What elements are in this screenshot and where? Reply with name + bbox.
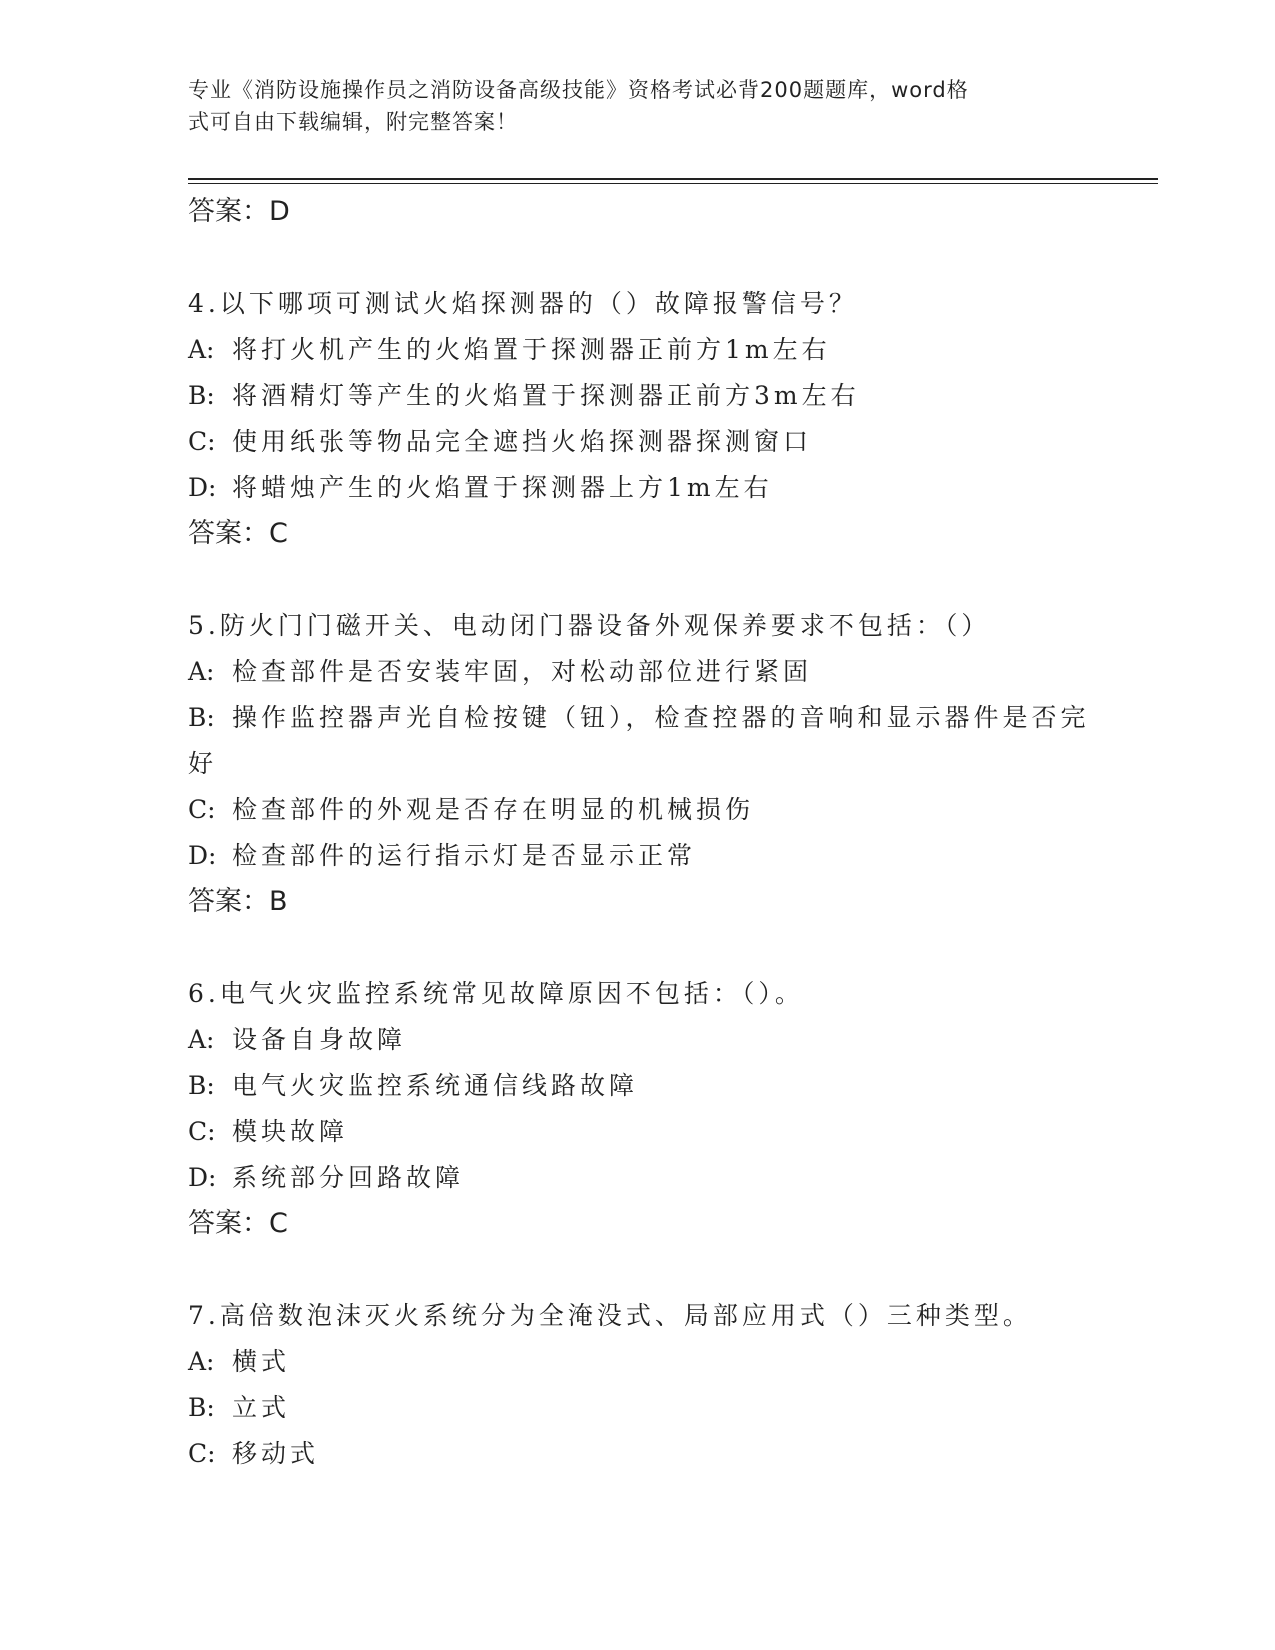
answer-line: 答案：B [188, 886, 288, 917]
option-text: 操作监控器声光自检按键（钮），检查控器的音响和显示器件是否完好 [188, 703, 1090, 778]
question-text: 4.以下哪项可测试火焰探测器的（）故障报警信号？ [188, 289, 858, 318]
question-4 [188, 281, 1108, 557]
question-7 [188, 1293, 1108, 1477]
document-header [188, 74, 1088, 138]
option-text: 使用纸张等物品完全遮挡火焰探测器探测窗口 [232, 427, 813, 456]
option-letter: C: [188, 795, 216, 824]
option-d [188, 1155, 1108, 1201]
option-d [188, 833, 1108, 879]
option-a [188, 327, 1108, 373]
option-letter: A: [188, 1347, 215, 1376]
option-b [188, 1063, 1108, 1109]
header-divider-thick [188, 178, 1158, 180]
option-text: 将蜡烛产生的火焰置于探测器上方1m左右 [232, 473, 773, 502]
option-a [188, 1017, 1108, 1063]
option-text: 检查部件的外观是否存在明显的机械损伤 [232, 795, 755, 824]
option-b [188, 373, 1108, 419]
option-text: 将酒精灯等产生的火焰置于探测器正前方3m左右 [232, 381, 860, 410]
option-letter: C: [188, 1117, 216, 1146]
option-text: 检查部件的运行指示灯是否显示正常 [232, 841, 697, 870]
option-c [188, 419, 1108, 465]
header-line-1: 专业《消防设施操作员之消防设备高级技能》资格考试必背200题题库，word格 [188, 78, 969, 102]
option-text: 将打火机产生的火焰置于探测器正前方1m左右 [232, 335, 831, 364]
option-c [188, 1431, 1108, 1477]
option-letter: A: [188, 1025, 215, 1054]
answer-line: 答案：D [188, 196, 290, 227]
option-letter: A: [188, 335, 215, 364]
document-body [188, 189, 1108, 1477]
option-text: 系统部分回路故障 [232, 1163, 465, 1192]
option-letter: D: [188, 1163, 217, 1192]
option-c [188, 1109, 1108, 1155]
option-b [188, 695, 1108, 787]
question-text: 7.高倍数泡沫灭火系统分为全淹没式、局部应用式（）三种类型。 [188, 1301, 1032, 1330]
option-letter: A: [188, 657, 215, 686]
option-text: 立式 [232, 1393, 291, 1422]
option-text: 模块故障 [232, 1117, 349, 1146]
option-text: 检查部件是否安装牢固，对松动部位进行紧固 [232, 657, 813, 686]
question-text: 6.电气火灾监控系统常见故障原因不包括：（）。 [188, 979, 804, 1008]
option-text: 电气火灾监控系统通信线路故障 [232, 1071, 639, 1100]
option-letter: C: [188, 1439, 216, 1468]
option-letter: D: [188, 841, 217, 870]
option-letter: B: [188, 703, 215, 732]
answer-line: 答案：C [188, 518, 288, 549]
option-letter: B: [188, 1393, 215, 1422]
question-text: 5.防火门门磁开关、电动闭门器设备外观保养要求不包括：（） [188, 611, 991, 640]
header-divider-thin [188, 183, 1158, 184]
option-d [188, 465, 1108, 511]
question-6 [188, 971, 1108, 1247]
question-5 [188, 603, 1108, 925]
answer-line: 答案：C [188, 1208, 288, 1239]
option-letter: C: [188, 427, 216, 456]
option-letter: D: [188, 473, 217, 502]
option-letter: B: [188, 381, 215, 410]
option-text: 横式 [232, 1347, 291, 1376]
option-a [188, 649, 1108, 695]
header-line-2: 式可自由下载编辑，附完整答案！ [188, 110, 518, 134]
option-text: 设备自身故障 [232, 1025, 407, 1054]
option-letter: B: [188, 1071, 215, 1100]
option-c [188, 787, 1108, 833]
option-a [188, 1339, 1108, 1385]
option-text: 移动式 [232, 1439, 320, 1468]
option-b [188, 1385, 1108, 1431]
